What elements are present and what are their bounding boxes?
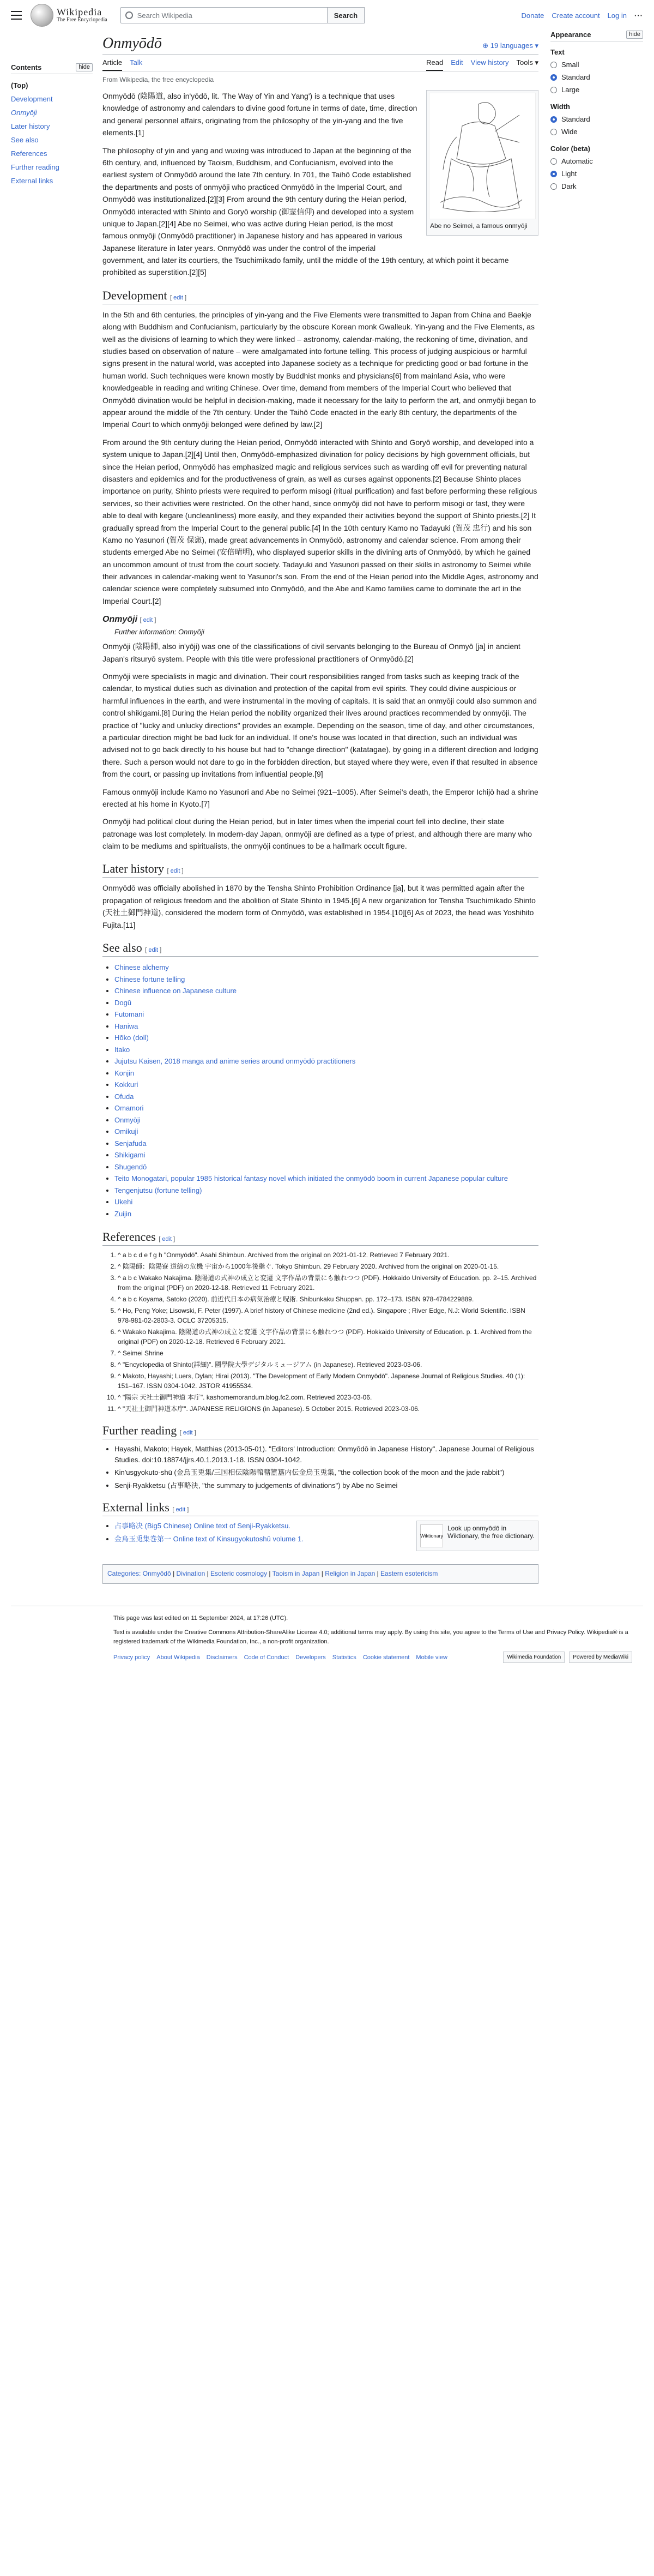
footer-link[interactable]: Statistics	[332, 1654, 356, 1661]
tagline: From Wikipedia, the free encyclopedia	[102, 76, 214, 83]
infobox-caption: Abe no Seimei, a famous onmyōji	[430, 222, 528, 230]
toc-item-onmyoji[interactable]: Onmyōji	[11, 109, 37, 117]
language-button[interactable]: ⊕ 19 languages ▾	[482, 41, 538, 50]
site-header	[0, 0, 654, 31]
development-paragraph-1: In the 5th and 6th centuries, the principles of yin-yang and the Five Elements were transmitted to Japan from China and Baekje along with Buddhism and Confucianism, particularly by the obscure Korean monk Gwalleuk. Yin-yang and the Five Elements, as well as the divisions of learning to which they were linked – astronomy, calendar-making, the reckoning of time, divination, and studies based on observation of nature – were amalgamated into fortune telling. This process of judging auspicious or harmful signs present in the natural world, was accepted into Japanese society as a technique for predicting good or bad fortune in the human world. Such techniques were known mostly by Buddhist monks and physicians[6] from mainland Asia, who were knowledgeable in reading and writing Chinese. Over time, demand from members of the Imperial Court who believed that Onmyōdō divination would be helpful in decision-making, made it necessary for the laity to perform the art, and onmyōji began to appear around the middle of the 7th century. Under the Taihō Code enacted in the early 8th century, the departments of the Imperial Court to which onmyōji belonged were defined by law.[2]	[102, 310, 536, 429]
logo-title: Wikipedia	[57, 7, 102, 18]
edit-section-link[interactable]: edit	[143, 617, 153, 624]
external-link[interactable]: 金烏玉兎集巻第一 Online text of Kinsugyokutoshū volume 1.	[114, 1534, 304, 1543]
text-size-label: Text	[550, 48, 565, 56]
section-heading-external-links: External links [ edit ]	[102, 1500, 538, 1516]
appearance-panel	[550, 31, 643, 1584]
see-also-link[interactable]: Itako	[114, 1045, 130, 1054]
toc-item-references[interactable]: References	[11, 149, 47, 158]
more-options-icon[interactable]: ···	[634, 11, 643, 20]
create-account-link[interactable]: Create account	[552, 11, 600, 20]
reference-item: 5. ^ Ho, Peng Yoke; Lisowski, F. Peter (1997). A brief history of Chinese medicine (2nd ed.). Singapore ; River Edge, N.J: World Scientific. ISBN 978-981-02-2803-3. OCLC 37205315.	[118, 1306, 538, 1325]
wikimedia-foundation-badge[interactable]: Wikimedia Foundation	[503, 1652, 565, 1663]
see-also-link[interactable]: Tengenjutsu (fortune telling)	[114, 1186, 202, 1194]
later-history-paragraph: Onmyōdō was officially abolished in 1870 by the Tensha Shinto Prohibition Ordinance [ja], but it was permitted again after the propagation of religious freedom and the abolition of State Shinto in 1945.[6] A new organization for Tensha Tsuchimikado Shinto (天社土御門神道), considered the modern form of Onmyōdō, was established in 1954.[10][6] As of 2023, the head was Yoshihito Fujita.[11]	[102, 884, 536, 929]
reference-item: 3. ^ a b c Wakako Nakajima. 陰陽道の式神の成立と変遷 文字作品の背景にも触れつつ (PDF). Hokkaido University of Education. pp. 2–15. Archived from the original (PDF) on 2020-12-18. Retrieved 11 February 2021.	[118, 1273, 538, 1293]
see-also-link[interactable]: Teito Monogatari, popular 1985 historical fantasy novel which initiated the onmyōdō boom in current Japanese popular culture	[114, 1174, 508, 1183]
donate-link[interactable]: Donate	[521, 11, 544, 20]
see-also-link[interactable]: Omamori	[114, 1104, 144, 1113]
edit-section-link[interactable]: edit	[170, 868, 180, 875]
external-link[interactable]: 占事略决 (Big5 Chinese) Online text of Senji-Ryakketsu.	[114, 1522, 290, 1530]
toc-item-top[interactable]: (Top)	[11, 81, 28, 89]
appearance-hide-button[interactable]: hide	[626, 31, 643, 39]
text-size-large-option[interactable]: Large	[550, 83, 643, 96]
powered-by-mediawiki-badge[interactable]: Powered by MediaWiki	[569, 1652, 632, 1663]
see-also-link[interactable]: Chinese alchemy	[114, 963, 169, 972]
text-size-standard-option[interactable]: Standard	[550, 71, 643, 83]
language-count: 19 languages	[490, 41, 533, 50]
reference-item: 9. ^ Makoto, Hayashi; Luers, Dylan; Hirai (2013). "The Development of Early Modern Onmyōdō". Japanese Journal of Religious Studies. 40 (1): 151–167. ISSN 0304-1042. JSTOR 41955534.	[118, 1371, 538, 1391]
reference-item: 6. ^ Wakako Nakajima. 陰陽道の式神の成立と変遷 文字作品の背景にも触れつつ (PDF). Hokkaido University of Education. p. 1. Archived from the original (PDF) on 2020-12-18. Retrieved 6 February 2021.	[118, 1327, 538, 1347]
category-link[interactable]: Divination	[176, 1570, 205, 1578]
see-also-link[interactable]: Jujutsu Kaisen, 2018 manga and anime series around onmyōdō practitioners	[114, 1057, 356, 1066]
see-also-link[interactable]: Futomani	[114, 1010, 144, 1019]
section-heading-see-also: See also [ edit ]	[102, 941, 538, 957]
section-heading-onmyoji: Onmyōji [ edit ]	[102, 615, 156, 625]
search-icon	[125, 11, 133, 19]
see-also-link[interactable]: Chinese fortune telling	[114, 975, 185, 983]
footer-link[interactable]: About Wikipedia	[156, 1654, 200, 1661]
color-dark-option[interactable]: Dark	[550, 180, 643, 193]
reference-item: 4. ^ a b c Koyama, Satoko (2020). 前近代日本の病気治療と呪術. Shibunkaku Shuppan. pp. 172–173. ISBN 978-4784229889.	[118, 1294, 538, 1304]
categories-label[interactable]: Categories:	[107, 1570, 141, 1578]
width-standard-option[interactable]: Standard	[550, 113, 643, 125]
footer-link[interactable]: Mobile view	[416, 1654, 447, 1661]
see-also-link[interactable]: Kokkuri	[114, 1080, 138, 1089]
hatnote: Further information: Onmyōji	[114, 628, 204, 637]
abe-no-seimei-image[interactable]	[429, 93, 536, 219]
tab-talk[interactable]: Talk	[130, 58, 143, 67]
onmyoji-paragraph-4: Onmyōji had political clout during the Heian period, but in later times when the imperial court fell into decline, their state patronage was lost completely. In modern-day Japan, onmyōji are defined as a type of priest, and although there are many who claim to be mediums and spiritualists, the onmyōji continues to be a hallmark occult figure.	[102, 817, 532, 851]
see-also-link[interactable]: Onmyōji	[114, 1115, 141, 1124]
edit-section-link[interactable]: edit	[183, 1430, 193, 1437]
onmyoji-paragraph-1: Onmyōji (陰陽師, also in'yōji) was one of the classifications of civil servants belonging to the Bureau of Onmyō [ja] in ancient Japan's ritsuryō system. People with this title were professional practitioners of Onmyōdō.[2]	[102, 642, 520, 663]
development-paragraph-2: From around the 9th century during the Heian period, Onmyōdō interacted with Shinto and Goryō worship, and developed into a system unique to Japan.[2][4] Until then, Onmyōdō-emphasized divination for policy decisions by high government officials, but since the Heian period, Onmyōdō has emphasized magic and religious services such as warding off evil for preventing natural disasters and epidemics and for the productiveness of grain, as well as curses against opponents.[2] Because Shinto places importance on purity, Shinto priests were required to perform misogi (ritual purification) and fast before performing these religious services, so their activities were restricted. On the other hand, since onmyōji did not have to perform misogi or fast, they were able to deal with kegare (uncleanliness) more easily, and they expanded their activities beyond the support of Shinto priests.[2] It gradually spread from the Imperial Court to the general public.[4] In the 10th century Kamo no Tadayuki (賀茂 忠行) and his son Kamo no Yasunori (賀茂 保憲), made great advancements in Onmyōdō, astronomy and calendar science. From among their students emerged Abe no Seimei (安倍晴明), who displayed superior skills in the divining arts of Onmyōdō, by which he gained an uncommon amount of trust from the court society. Tadayuki and Yasunori passed on their skills in astronomy to Seimei while their advances in calendar-making went to Yasunori's son. From the end of the Heian period into the Middle Ages, astronomy and calendar science were completely subsumed into Onmyōdō, and the Abe and Kamo families came to dominate the art in the Imperial Court.[2]	[102, 437, 538, 605]
category-link[interactable]: Religion in Japan	[325, 1570, 376, 1578]
article-body	[102, 31, 538, 1584]
see-also-link[interactable]: Haniwa	[114, 1022, 138, 1030]
wiktionary-logo-icon: Wiktionary	[420, 1524, 443, 1547]
search-button[interactable]: Search	[328, 7, 365, 23]
toc-item-development[interactable]: Development	[11, 95, 53, 103]
table-of-contents	[11, 31, 93, 1584]
toc-item-see-also[interactable]: See also	[11, 136, 39, 144]
section-heading-references: References [ edit ]	[102, 1230, 538, 1246]
tools-label: Tools	[516, 58, 533, 67]
categories-box: Categories: Onmyōdō | Divination | Esoteric cosmology | Taoism in Japan | Religion in Japan | Eastern esotericism	[102, 1564, 538, 1584]
search-input[interactable]	[120, 7, 328, 23]
intro-paragraph-2: The philosophy of yin and yang and wuxing was introduced to Japan at the beginning of the 6th century, and, influenced by Taoism, Buddhism, and Confucianism, evolved into the earliest system of Onmyōdō around the late 7th century. In 701, the Taihō Code established the departments and posts of onmyōji who practiced Onmyōdō in the Imperial Court, and Onmyōdō was institutionalized.[2][3] From around the 9th century during the Heian period, Onmyōdō interacted with Shinto and Goryō worship (御霊信仰) and developed into a system unique to Japan.[2][4] Abe no Seimei, who was active during Heian period, is the most famous onmyōji (Onmyōdō practitioner) in Japanese history and has appeared in various Japanese literature in later years. Onmyōdō was under the control of the imperial government, and later its courtiers, the Tsuchimikado family, until the middle of the 19th century, at which point it became prohibited as superstition.[2][5]	[102, 146, 509, 277]
further-reading-item: • Hayashi, Makoto; Hayek, Matthias (2013-05-01). "Editors' Introduction: Onmyōdō in Japanese History". Japanese Journal of Religious Studies. doi:10.18874/jjrs.40.1.2013.1-18. ISSN 0304-1042.	[114, 1444, 538, 1465]
section-heading-development: Development [ edit ]	[102, 289, 538, 304]
main-menu-icon[interactable]	[11, 11, 22, 20]
onmyoji-paragraph-3: Famous onmyōji include Kamo no Yasunori and Abe no Seimei (921–1005). After Seimei's death, the Emperor Ichijō had a shrine erected at his home in Kyoto.[7]	[102, 787, 538, 808]
reference-item: 2. ^ 陰陽師：陰陽寮 道綿の危機 宇宙から1000年後継ぐ. Tokyo Shimbun. 29 February 2020. Archived from the original on 2020-01-15.	[118, 1262, 538, 1271]
tab-read[interactable]: Read	[426, 55, 443, 71]
tab-view-history[interactable]: View history	[470, 58, 509, 67]
tab-tools[interactable]: Tools ▾	[516, 58, 538, 67]
toc-hide-button[interactable]: hide	[76, 63, 93, 71]
reference-item: 8. ^ "Encyclopedia of Shinto(詳細)". 國學院大學デジタルミュージアム (in Japanese). Retrieved 2023-03-06.	[118, 1360, 538, 1370]
category-link[interactable]: Eastern esotericism	[380, 1570, 438, 1578]
footer-link[interactable]: Code of Conduct	[244, 1654, 289, 1661]
section-heading-later-history: Later history [ edit ]	[102, 862, 538, 878]
see-also-link[interactable]: Konjin	[114, 1068, 135, 1077]
further-reading-item: • Kin'usgyokuto-shū (金烏玉兎集/三国相伝陰陽輨轄簠簋内伝金烏玉兎集, "the collection book of the moon and the jade rabbit")	[114, 1467, 538, 1478]
log-in-link[interactable]: Log in	[607, 11, 627, 20]
references-list	[102, 1250, 538, 1414]
appearance-title: Appearance	[550, 31, 591, 39]
edit-section-link[interactable]: edit	[162, 1236, 172, 1243]
tab-edit[interactable]: Edit	[451, 58, 463, 67]
reference-item: 11. ^ "天社土御門神道本庁". JAPANESE RELIGIONS (in Japanese). 5 October 2015. Retrieved 2023-03-06.	[118, 1404, 538, 1414]
wiktionary-text[interactable]: Look up onmyōdō in Wiktionary, the free dictionary.	[447, 1524, 535, 1540]
page-footer	[11, 1606, 643, 1664]
text-size-small-option[interactable]: Small	[550, 58, 643, 71]
toc-title: Contents	[11, 63, 42, 71]
wikipedia-logo[interactable]	[31, 4, 107, 27]
section-heading-further-reading: Further reading [ edit ]	[102, 1424, 538, 1439]
color-automatic-option[interactable]: Automatic	[550, 155, 643, 167]
edit-section-link[interactable]: edit	[173, 294, 183, 301]
edit-section-link[interactable]: edit	[175, 1506, 186, 1514]
edit-section-link[interactable]: edit	[148, 947, 159, 954]
width-label: Width	[550, 103, 570, 111]
see-also-link[interactable]: Shugendō	[114, 1162, 147, 1171]
toc-item-later-history[interactable]: Later history	[11, 122, 50, 130]
footer-link[interactable]: Cookie statement	[362, 1654, 410, 1661]
see-also-link[interactable]: Chinese influence on Japanese culture	[114, 987, 237, 995]
see-also-link[interactable]: Senjafuda	[114, 1139, 147, 1148]
logo-subtitle: The Free Encyclopedia	[57, 17, 107, 23]
search-placeholder: Search Wikipedia	[137, 11, 192, 20]
see-also-link[interactable]: Omikuji	[114, 1127, 138, 1136]
see-also-link[interactable]: Ukehi	[114, 1198, 133, 1206]
category-link[interactable]: Onmyōdō	[142, 1570, 171, 1578]
last-edited-text: This page was last edited on 11 September 2024, at 17:26 (UTC).	[113, 1614, 288, 1622]
footer-link[interactable]: Developers	[295, 1654, 326, 1661]
see-also-link[interactable]: Ofuda	[114, 1092, 134, 1101]
see-also-link[interactable]: Shikigami	[114, 1151, 146, 1160]
footer-link[interactable]: Privacy policy	[113, 1654, 150, 1661]
see-also-list	[102, 961, 538, 1220]
toc-item-external-links[interactable]: External links	[11, 177, 53, 185]
reference-item: 10. ^ "陽宗 天社土御門神道 本庁". kashomemorandum.blog.fc2.com. Retrieved 2023-03-06.	[118, 1392, 538, 1402]
intro-paragraph-1: Onmyōdō (陰陽道, also in'yōdō, lit. 'The Way of Yin and Yang') is a technique that uses knowledge of astronomy and calendars to divine good fortune in terms of date, time, direction and general personnel affairs, originating from the philosophy of the yin-yang and the five elements.[1]	[102, 92, 417, 137]
onmyoji-paragraph-2: Onmyōji were specialists in magic and divination. Their court responsibilities ranged from tasks such as keeping track of the calendar, to mystical duties such as divination and protection of the capital from evil spirits. They could divine auspicious or harmful influences in the earth, and were instrumental in the moving of capitals. It is said that an onmyōji could also summon and control shikigami.[8] During the Heian period the nobility organized their lives around practices recommended by onmyōji. The practice of "lucky and unlucky directions" provides an example. Depending on the season, time of day, and other circumstances, a particular direction might be bad luck for an individual. If one's house was located in that direction, such an individual was advised not to go back directly to his house but had to "change direction" (katatagae), by going in a different direction and lodging there. Such a person would not dare to go in the forbidden direction, but stayed where they were, even if that resulted in absence from the court, or passing up invitations from influential people.[9]	[102, 672, 538, 779]
page-title: Onmyōdō	[102, 35, 162, 52]
category-link[interactable]: Taoism in Japan	[272, 1570, 320, 1578]
reference-item: 7. ^ Seimei Shrine	[118, 1348, 538, 1358]
license-text: Text is available under the Creative Commons Attribution-ShareAlike License 4.0; additional terms may apply. By using this site, you agree to the Terms of Use and Privacy Policy. Wikipedia® is a registered trademark of the Wikimedia Foundation, Inc., a non-profit organization.	[113, 1629, 628, 1645]
see-also-link[interactable]: Dogū	[114, 998, 132, 1007]
further-reading-item: • Senji-Ryakketsu (占事略決, "the summary to judgements of divinations") by Abe no Seimei	[114, 1480, 538, 1491]
toc-item-further-reading[interactable]: Further reading	[11, 163, 59, 171]
see-also-link[interactable]: Hōko (doll)	[114, 1034, 149, 1042]
search-form	[120, 7, 365, 23]
color-label: Color (beta)	[550, 145, 590, 153]
reference-item: 1. ^ a b c d e f g h "Onmyōdō". Asahi Shimbun. Archived from the original on 2021-01-12. Retrieved 7 February 2021.	[118, 1250, 538, 1260]
see-also-link[interactable]: Zuijin	[114, 1209, 132, 1218]
globe-icon	[31, 4, 53, 27]
wiktionary-box	[416, 1521, 538, 1551]
infobox-figure	[426, 90, 538, 236]
color-light-option[interactable]: Light	[550, 167, 643, 180]
further-reading-list	[102, 1444, 538, 1491]
width-wide-option[interactable]: Wide	[550, 125, 643, 138]
footer-link[interactable]: Disclaimers	[206, 1654, 238, 1661]
category-link[interactable]: Esoteric cosmology	[210, 1570, 268, 1578]
tab-article[interactable]: Article	[102, 55, 122, 71]
